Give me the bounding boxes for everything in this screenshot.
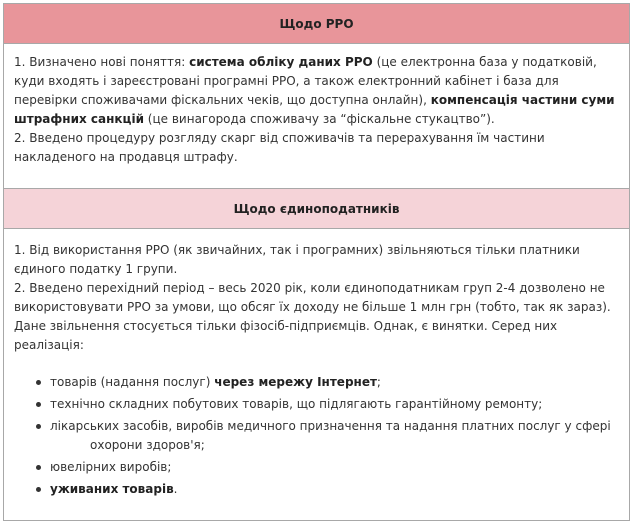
section-header-rro: [4, 4, 629, 44]
text: ;: [376, 375, 381, 389]
text: товарів (надання послуг): [50, 375, 215, 389]
bold-term: уживаних товарів: [50, 482, 174, 496]
text: охорони здоров'я;: [90, 438, 205, 452]
list-item: [50, 395, 619, 414]
bold-term: через мережу Інтернет: [214, 375, 377, 389]
text: .: [173, 482, 178, 496]
text: (це винагорода споживачу за “фіскальне стукацтво”).: [143, 112, 495, 126]
rro-item-1: [14, 53, 619, 129]
text: технічно складних побутових товарів, що підлягають гарантійному ремонту;: [50, 397, 543, 411]
text: 1. Визначено нові поняття:: [14, 55, 190, 69]
section-title: Щодо РРО: [279, 16, 354, 31]
section-title: Щодо єдиноподатників: [233, 201, 400, 216]
single-tax-item-2: 2. Введено перехідний період – весь 2020 рік, коли єдиноподатникам груп 2-4 дозволено не використовувати РРО за умови, що обсяг їх доходу не більше 1 млн грн (тобто, так як зараз). Дане звільнення стосується тільки фізосіб-підприємців. Однак, є винятки. Серед них реалізація:: [14, 281, 611, 352]
bold-term: компенсація частини суми штрафних санкцій: [14, 93, 615, 126]
text: (це електронна база у податковій, куди входять і зареєстровані програмні РРО, а також електронний кабінет і база для перевірки споживачами фіскальних чеків, що доступна онлайн),: [14, 55, 597, 107]
bullet-icon: [36, 380, 41, 385]
bullet-icon: [36, 424, 41, 429]
list-item: [50, 458, 619, 477]
text: лікарських засобів, виробів медичного призначення та надання платних послуг у сфері: [50, 419, 611, 433]
list-item: [50, 480, 619, 499]
list-item: [50, 417, 619, 455]
section-header-single-tax: [4, 189, 629, 229]
bold-term: система обліку даних РРО: [189, 55, 373, 69]
text: ювелірних виробів;: [50, 460, 172, 474]
section-body-single-tax: [4, 229, 629, 520]
exceptions-list: [14, 373, 619, 499]
bullet-icon: [36, 465, 41, 470]
info-table: [3, 3, 630, 521]
rro-item-2: 2. Введено процедуру розгляду скарг від споживачів та перерахування їм частини накладеного на продавця штрафу.: [14, 131, 545, 164]
list-item: [50, 373, 619, 392]
bullet-icon: [36, 402, 41, 407]
section-body-rro: [4, 44, 629, 189]
single-tax-item-1: 1. Від використання РРО (як звичайних, так і програмних) звільняються тільки платники єдиного податку 1 групи.: [14, 243, 580, 276]
bullet-icon: [36, 487, 41, 492]
